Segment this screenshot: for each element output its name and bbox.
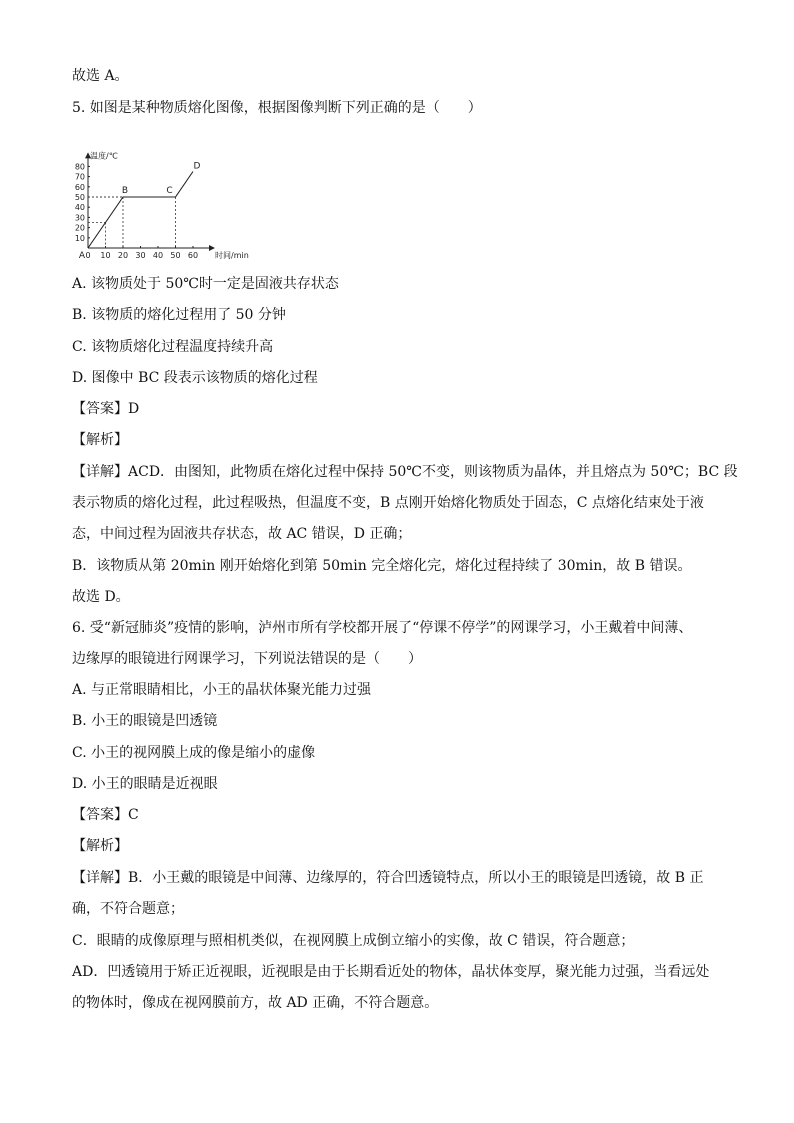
x-tick-label: 0: [85, 251, 91, 260]
point-label-a: A: [78, 251, 86, 261]
q6-option-c: C. 小王的视网膜上成的像是缩小的虚像: [72, 745, 316, 761]
q6-detail-line: 确，不符合题意；: [72, 901, 184, 917]
q6-analysis-title: 【解析】: [72, 838, 128, 854]
q6-option-d: D. 小王的眼睛是近视眼: [72, 776, 218, 792]
y-tick-label: 10: [74, 233, 85, 243]
point-label-d: D: [193, 161, 201, 172]
q6-detail-line: 的物体时，像成在视网膜前方，故 AD 正确，不符合题意。: [72, 995, 439, 1011]
x-tick-label: 60: [187, 251, 199, 260]
q5-option-d: D. 图像中 BC 段表示该物质的熔化过程: [72, 370, 318, 386]
q6-detail-line: C．眼睛的成像原理与照相机类似，在视网膜上成倒立缩小的实像，故 C 错误，符合题意；: [72, 933, 635, 949]
x-tick-label: 20: [117, 251, 129, 260]
y-tick-label: 30: [74, 213, 85, 223]
q6-option-a: A. 与正常眼睛相比，小王的晶状体聚光能力过强: [72, 682, 372, 698]
x-tick-label: 10: [100, 251, 111, 260]
q6-option-b: B. 小王的眼镜是凹透镜: [72, 713, 218, 729]
x-tick-label: 30: [135, 251, 146, 260]
q6-answer: 【答案】C: [72, 807, 139, 823]
q6-detail-line: 【详解】B．小王戴的眼镜是中间薄、边缘厚的，符合凹透镜特点，所以小王的眼镜是凹透镜，故 B 正: [72, 870, 704, 886]
point-label-b: B: [121, 186, 129, 196]
q5-option-b: B. 该物质的熔化过程用了 50 分钟: [72, 307, 286, 323]
y-tick-label: 50: [74, 193, 85, 202]
q5-detail-line: B．该物质从第 20min 刚开始熔化到第 50min 完全熔化完，熔化过程持续了 30min，故 B 错误。: [72, 558, 692, 574]
y-tick-label: 40: [74, 203, 85, 213]
q6-stem-line: 6. 受“新冠肺炎”疫情的影响，泸州市所有学校都开展了“停课不停学”的网课学习，小王戴着中间薄、: [72, 620, 693, 636]
melting-curve: [88, 172, 193, 249]
x-tick-label: 40: [152, 251, 164, 260]
x-tick-label: 50: [170, 251, 181, 260]
q5-detail-line: 表示物质的熔化过程，此过程吸热，但温度不变，B 点刚开始熔化物质处于固态，C 点熔化结束处于液: [72, 495, 704, 511]
q6-detail-line: AD．凹透镜用于矫正近视眼，近视眼是由于长期看近处的物体，晶状体变厚，聚光能力过强，当看远处: [72, 964, 710, 980]
y-tick-label: 80: [74, 162, 85, 172]
y-tick-label: 20: [74, 223, 85, 233]
y-tick-label: 60: [74, 182, 85, 192]
q5-stem: 5. 如图是某种物质熔化图像，根据图像判断下列正确的是（ ）: [72, 100, 482, 116]
melting-chart: [74, 128, 274, 268]
q4-conclusion: 故选 A。: [72, 68, 129, 84]
q5-answer: 【答案】D: [72, 401, 140, 417]
q6-stem-line: 边缘厚的眼镜进行网课学习，下列说法错误的是（ ）: [72, 651, 422, 667]
q5-detail-line: 态，中间过程为固液共存状态，故 AC 错误，D 正确；: [72, 526, 412, 542]
q5-detail-line: 【详解】ACD．由图知，此物质在熔化过程中保持 50℃不变，则该物质为晶体，并且熔点为 50℃；BC 段: [72, 464, 738, 480]
q5-option-c: C. 该物质熔化过程温度持续升高: [72, 339, 274, 355]
y-axis-label: 温度/℃: [90, 151, 118, 161]
q5-option-a: A. 该物质处于 50℃时一定是固液共存状态: [72, 276, 339, 292]
q5-conclusion: 故选 D。: [72, 589, 130, 605]
melting-chart-svg: [74, 128, 274, 268]
x-axis-label: 时间/min: [215, 251, 249, 260]
y-tick-label: 70: [74, 172, 85, 182]
q5-analysis-title: 【解析】: [72, 432, 128, 448]
point-label-c: C: [166, 186, 173, 196]
